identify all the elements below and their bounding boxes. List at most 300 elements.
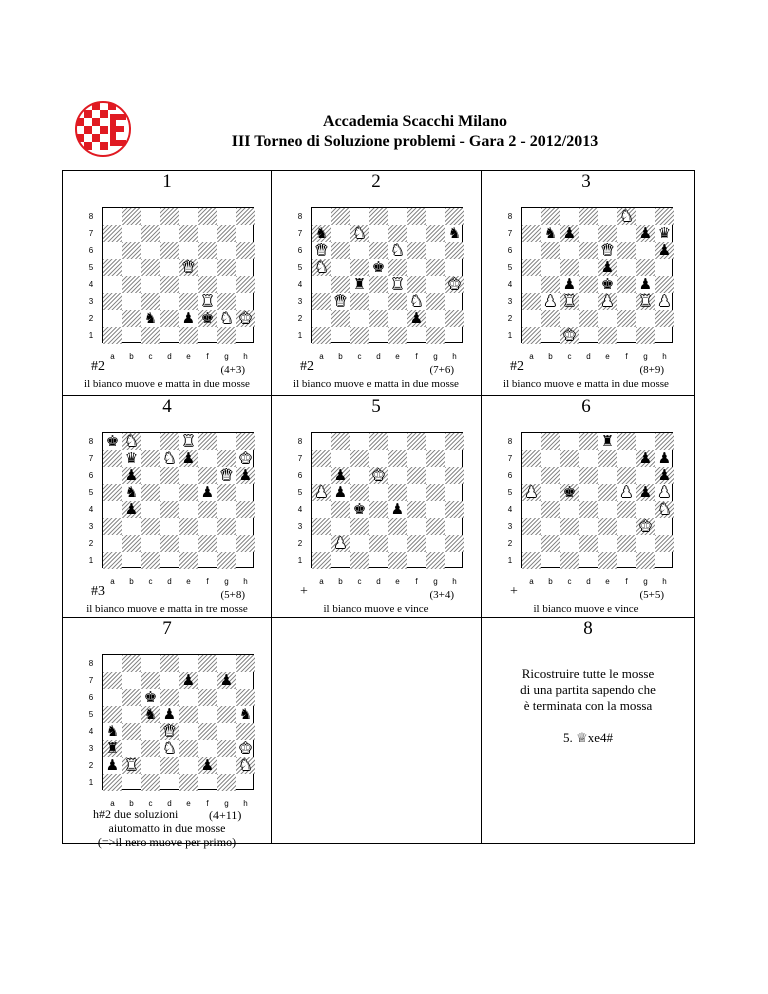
rank-label: 7 (88, 676, 94, 685)
board-square (217, 242, 236, 259)
board-square (141, 552, 160, 569)
board-square (636, 327, 655, 344)
file-label: g (643, 577, 648, 586)
white-queen-icon: ♛ (181, 258, 196, 276)
board-square (331, 327, 350, 344)
board-square (312, 535, 331, 552)
board-square (617, 450, 636, 467)
board-square (655, 433, 674, 450)
white-king-icon: ♚ (238, 449, 253, 467)
board-square (445, 259, 464, 276)
rank-label: 5 (507, 488, 513, 497)
rank-label: 4 (507, 505, 513, 514)
board-square (426, 293, 445, 310)
black-pawn-icon: ♟ (562, 224, 577, 242)
board-square (388, 450, 407, 467)
board-square (103, 552, 122, 569)
board-square (141, 672, 160, 689)
file-label: d (376, 577, 381, 586)
board-square (369, 518, 388, 535)
board-square (445, 310, 464, 327)
board-square (122, 276, 141, 293)
board-square (407, 552, 426, 569)
rank-label: 7 (88, 454, 94, 463)
board-square (598, 225, 617, 242)
chess-board (297, 207, 463, 361)
move-notation: xe4# (587, 730, 613, 745)
white-knight-icon: ♞ (619, 207, 634, 225)
black-pawn-icon: ♟ (181, 449, 196, 467)
board-square (198, 208, 217, 225)
rank-label: 5 (88, 488, 94, 497)
board-square (236, 723, 255, 740)
file-label: e (395, 577, 400, 586)
board-square (617, 276, 636, 293)
board-square (122, 225, 141, 242)
board-square (312, 552, 331, 569)
board-square (198, 552, 217, 569)
board-square (617, 327, 636, 344)
file-label: c (357, 577, 362, 586)
board-square (160, 518, 179, 535)
black-knight-icon: ♞ (143, 705, 158, 723)
board-square (407, 484, 426, 501)
board-square (541, 242, 560, 259)
board-square (160, 327, 179, 344)
board-square (617, 293, 636, 310)
board-square (217, 259, 236, 276)
board-square (236, 242, 255, 259)
black-knight-icon: ♞ (238, 705, 253, 723)
board-square (598, 552, 617, 569)
board-square (331, 225, 350, 242)
board-square (426, 450, 445, 467)
rank-label: 4 (507, 280, 513, 289)
chess-board (88, 432, 254, 586)
rank-label: 3 (88, 297, 94, 306)
board-square (122, 259, 141, 276)
board-square (598, 501, 617, 518)
rank-label: 5 (507, 263, 513, 272)
board-square (445, 535, 464, 552)
board-square (103, 293, 122, 310)
board-square (217, 535, 236, 552)
board-square (369, 293, 388, 310)
rank-label: 2 (507, 539, 513, 548)
white-king-icon: ♚ (447, 275, 462, 293)
stipulation: h#2 due soluzioni (93, 807, 179, 821)
board-square (103, 689, 122, 706)
black-pawn-icon: ♟ (657, 449, 672, 467)
white-knight-icon: ♞ (409, 292, 424, 310)
board-square (179, 327, 198, 344)
board-square (236, 276, 255, 293)
file-label: e (395, 352, 400, 361)
white-king-icon: ♚ (638, 517, 653, 535)
board-square (407, 433, 426, 450)
board-square (236, 208, 255, 225)
black-pawn-icon: ♟ (638, 449, 653, 467)
black-queen-icon: ♛ (657, 224, 672, 242)
rank-label: 6 (297, 246, 303, 255)
board-square (636, 433, 655, 450)
board-square (122, 706, 141, 723)
board-square (388, 327, 407, 344)
board-square (331, 518, 350, 535)
piece-count: (7+6) (429, 364, 454, 376)
board-square (160, 552, 179, 569)
board-square (636, 501, 655, 518)
board-square (179, 740, 198, 757)
task-text-line: di una partita sapendo che (520, 682, 656, 697)
rank-label: 1 (297, 331, 303, 340)
rank-label: 6 (507, 471, 513, 480)
white-knight-icon: ♞ (238, 756, 253, 774)
black-king-icon: ♚ (143, 688, 158, 706)
board-square (217, 501, 236, 518)
stipulation: #2 (510, 359, 524, 374)
board-square (388, 293, 407, 310)
board-square (179, 706, 198, 723)
board-square (369, 242, 388, 259)
board-square (198, 225, 217, 242)
file-label: f (625, 352, 628, 361)
board-square (388, 208, 407, 225)
board-square (198, 774, 217, 791)
board-square (445, 242, 464, 259)
board-square (179, 276, 198, 293)
rank-label: 5 (88, 710, 94, 719)
board-square (236, 225, 255, 242)
board-square (388, 259, 407, 276)
board-square (122, 672, 141, 689)
rank-label: 1 (297, 556, 303, 565)
board-square (522, 310, 541, 327)
file-label: c (567, 577, 572, 586)
board-square (331, 450, 350, 467)
board-square (331, 433, 350, 450)
rank-label: 8 (297, 437, 303, 446)
white-rook-icon: ♜ (562, 292, 577, 310)
board-square (579, 310, 598, 327)
board-square (579, 467, 598, 484)
board-square (407, 518, 426, 535)
board-square (369, 310, 388, 327)
board-square (217, 757, 236, 774)
black-king-icon: ♚ (600, 275, 615, 293)
board-square (388, 467, 407, 484)
board-square (598, 327, 617, 344)
rank-label: 3 (297, 297, 303, 306)
problem-description: il bianco muove e matta in due mosse (293, 378, 459, 390)
stipulation: #2 (300, 359, 314, 374)
board-square (445, 433, 464, 450)
board-square (217, 723, 236, 740)
rank-label: 2 (88, 314, 94, 323)
rank-label: 4 (88, 505, 94, 514)
white-king-icon: ♚ (562, 326, 577, 344)
board-square (426, 310, 445, 327)
board-square (141, 535, 160, 552)
white-knight-icon: ♞ (314, 258, 329, 276)
black-pawn-icon: ♟ (238, 466, 253, 484)
board-square (655, 310, 674, 327)
board-square (617, 433, 636, 450)
file-label: e (186, 352, 191, 361)
board-square (522, 467, 541, 484)
white-queen-icon: ♛ (219, 466, 234, 484)
piece-count: (3+4) (429, 589, 454, 601)
board-square (579, 242, 598, 259)
board-square (369, 450, 388, 467)
file-label: h (452, 577, 457, 586)
board-square (445, 518, 464, 535)
problem-number: 1 (162, 171, 172, 192)
white-king-icon: ♚ (238, 309, 253, 327)
file-label: d (376, 352, 381, 361)
problem-description: il bianco muove e matta in due mosse (503, 378, 669, 390)
board-square (160, 467, 179, 484)
problem-4-cell (63, 396, 271, 618)
board-square (103, 310, 122, 327)
board-square (541, 535, 560, 552)
problem-6-cell (482, 396, 690, 618)
board-square (350, 259, 369, 276)
rank-label: 2 (297, 539, 303, 548)
board-square (350, 242, 369, 259)
board-square (522, 259, 541, 276)
file-label: f (206, 352, 209, 361)
board-square (103, 501, 122, 518)
board-square (445, 467, 464, 484)
board-square (103, 450, 122, 467)
board-square (103, 467, 122, 484)
board-square (312, 467, 331, 484)
board-square (122, 327, 141, 344)
white-knight-icon: ♞ (390, 241, 405, 259)
board-square (388, 518, 407, 535)
white-pawn-icon: ♟ (657, 292, 672, 310)
board-square (179, 293, 198, 310)
board-square (560, 310, 579, 327)
rank-label: 7 (507, 229, 513, 238)
rank-label: 5 (297, 263, 303, 272)
black-king-icon: ♚ (371, 258, 386, 276)
black-knight-icon: ♞ (543, 224, 558, 242)
white-knight-icon: ♞ (162, 449, 177, 467)
board-square (122, 655, 141, 672)
board-square (236, 327, 255, 344)
board-square (426, 535, 445, 552)
board-square (560, 450, 579, 467)
black-pawn-icon: ♟ (333, 466, 348, 484)
board-square (541, 467, 560, 484)
board-square (198, 672, 217, 689)
board-square (141, 276, 160, 293)
file-label: g (224, 352, 229, 361)
board-square (369, 552, 388, 569)
board-square (179, 242, 198, 259)
board-square (426, 433, 445, 450)
board-square (350, 293, 369, 310)
board-square (445, 552, 464, 569)
chess-board (88, 207, 254, 361)
problem-number: 7 (162, 618, 172, 639)
black-knight-icon: ♞ (124, 483, 139, 501)
board-square (350, 433, 369, 450)
board-square (122, 310, 141, 327)
board-square (122, 242, 141, 259)
black-king-icon: ♚ (562, 483, 577, 501)
rank-label: 5 (88, 263, 94, 272)
file-label: c (148, 577, 153, 586)
board-square (141, 293, 160, 310)
stipulation: + (300, 584, 308, 599)
board-square (541, 327, 560, 344)
piece-count: (5+5) (639, 589, 664, 601)
board-square (407, 450, 426, 467)
file-label: d (586, 352, 591, 361)
board-square (388, 535, 407, 552)
board-square (426, 208, 445, 225)
board-square (312, 327, 331, 344)
board-square (579, 484, 598, 501)
board-square (179, 655, 198, 672)
white-queen-icon: ♛ (600, 241, 615, 259)
board-square (236, 501, 255, 518)
board-square (407, 259, 426, 276)
file-label: b (129, 799, 134, 808)
file-label: f (415, 352, 418, 361)
board-square (141, 757, 160, 774)
file-label: g (224, 799, 229, 808)
board-square (426, 552, 445, 569)
rank-label: 4 (88, 280, 94, 289)
board-square (655, 327, 674, 344)
board-square (160, 242, 179, 259)
file-label: c (567, 352, 572, 361)
board-square (579, 259, 598, 276)
board-square (636, 310, 655, 327)
problem-number: 5 (371, 396, 381, 417)
board-square (217, 484, 236, 501)
board-square (350, 484, 369, 501)
board-square (522, 433, 541, 450)
file-label: h (243, 577, 248, 586)
board-square (179, 484, 198, 501)
task-text-line: è terminata con la mossa (523, 698, 653, 713)
rank-label: 8 (88, 212, 94, 221)
problem-number: 2 (371, 171, 381, 192)
file-label: h (662, 577, 667, 586)
board-square (179, 552, 198, 569)
rank-label: 3 (88, 522, 94, 531)
board-square (236, 535, 255, 552)
file-label: g (433, 352, 438, 361)
board-square (541, 259, 560, 276)
board-square (407, 535, 426, 552)
board-square (160, 535, 179, 552)
rank-label: 6 (88, 246, 94, 255)
board-square (388, 225, 407, 242)
board-square (541, 501, 560, 518)
file-label: e (186, 799, 191, 808)
board-square (617, 259, 636, 276)
file-label: h (243, 352, 248, 361)
board-square (560, 242, 579, 259)
white-queen-icon: ♛ (333, 292, 348, 310)
board-square (331, 208, 350, 225)
board-square (312, 310, 331, 327)
black-pawn-icon: ♟ (657, 241, 672, 259)
white-pawn-icon: ♟ (619, 483, 634, 501)
chess-board (88, 654, 254, 808)
file-label: a (110, 352, 115, 361)
board-square (312, 450, 331, 467)
file-label: c (357, 352, 362, 361)
problem-number: 8 (583, 618, 593, 639)
rank-label: 1 (507, 331, 513, 340)
board-square (636, 208, 655, 225)
board-square (141, 433, 160, 450)
board-square (560, 518, 579, 535)
board-square (541, 518, 560, 535)
file-label: f (206, 577, 209, 586)
board-square (217, 552, 236, 569)
board-square (445, 501, 464, 518)
file-label: c (148, 799, 153, 808)
board-square (350, 450, 369, 467)
board-square (160, 655, 179, 672)
problem-number: 4 (162, 396, 172, 417)
board-square (655, 276, 674, 293)
board-square (331, 501, 350, 518)
board-square (426, 501, 445, 518)
black-knight-icon: ♞ (447, 224, 462, 242)
rank-label: 7 (297, 454, 303, 463)
board-square (636, 259, 655, 276)
board-square (617, 552, 636, 569)
file-label: e (186, 577, 191, 586)
rank-label: 6 (297, 471, 303, 480)
rank-label: 6 (88, 693, 94, 702)
board-square (141, 208, 160, 225)
board-square (426, 467, 445, 484)
board-square (103, 259, 122, 276)
board-square (655, 518, 674, 535)
board-square (579, 293, 598, 310)
board-square (560, 552, 579, 569)
problems-grid (62, 170, 695, 849)
board-square (617, 518, 636, 535)
board-square (141, 242, 160, 259)
board-square (617, 467, 636, 484)
board-square (217, 433, 236, 450)
board-square (331, 242, 350, 259)
board-square (579, 225, 598, 242)
problem-number: 6 (581, 396, 591, 417)
board-square (579, 433, 598, 450)
board-square (522, 293, 541, 310)
rank-label: 2 (88, 539, 94, 548)
board-square (103, 774, 122, 791)
rank-label: 3 (88, 744, 94, 753)
board-square (522, 450, 541, 467)
file-label: a (110, 799, 115, 808)
file-label: b (548, 352, 553, 361)
board-square (198, 689, 217, 706)
board-square (541, 552, 560, 569)
